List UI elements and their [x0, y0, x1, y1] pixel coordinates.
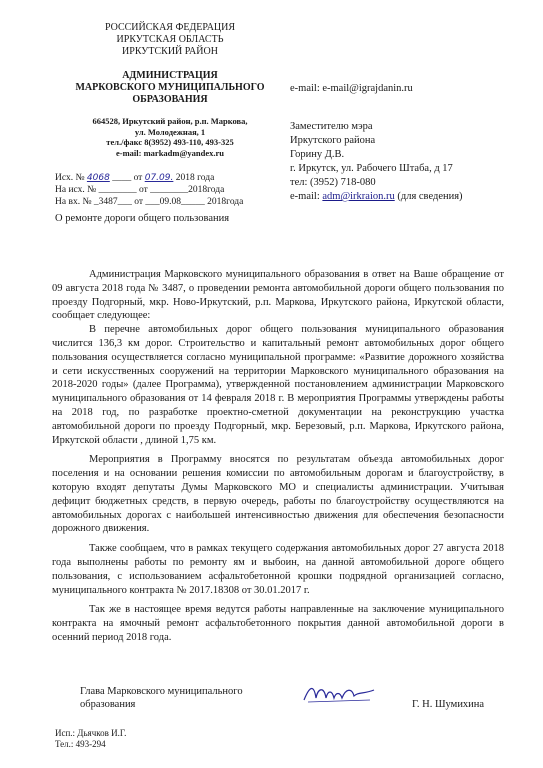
paragraph-5: Так же в настоящее время ведутся работы направленные на заключение муниципального контракта на ямочный ремонт асфальтобетонного покрытия данной автомобильной дороги в осенний период 2018 года.	[52, 604, 504, 643]
recipient-district: Иркутского района	[290, 135, 376, 146]
org-name-line3: ОБРАЗОВАНИЯ	[132, 94, 208, 105]
signatory-title: Глава Марковского муниципального образования	[80, 686, 243, 710]
recipient-name: Горину Д.В.	[290, 149, 345, 160]
incoming-number-line: На вх. № _3487___ от ___09.08_____ 2018года	[55, 197, 244, 207]
outgoing-date: 07.09.	[144, 173, 174, 183]
outgoing-number-line: Исх. № 4068 ____ от 07.09. 2018 года	[55, 173, 215, 183]
recipient-address: г. Иркутск, ул. Рабочего Штаба, д 17	[290, 163, 453, 174]
reply-to-number-line: На исх. № ________ от ________2018года	[55, 185, 225, 195]
subject: О ремонте дороги общего пользования	[55, 213, 230, 224]
executor-phone: Тел.: 493-294	[55, 739, 106, 749]
recipient-block	[290, 120, 463, 204]
handwritten-signature	[300, 680, 380, 710]
paragraph-4: Также сообщаем, что в рамках текущего содержания автомобильных дорог 27 августа 2018 года выполнены работы по ремонту ям и выбоин, на данной автомобильной дороге общего пользования, с использованием асфальтобетонной крошки подрядной организацией согласно, муниципального контракта № 2017.18308 от 30.01.2017 г.	[52, 543, 504, 596]
org-name-line1: АДМИНИСТРАЦИЯ	[122, 70, 218, 81]
recipient-email-line: e-mail: adm@irkraion.ru (для сведения)	[290, 191, 463, 202]
signatory-name: Г. Н. Шумихина	[412, 699, 485, 710]
outgoing-number: 4068	[86, 173, 110, 183]
executor-name: Исп.: Дьячков И.Г.	[55, 728, 127, 738]
address-line2: ул. Молодежная, 1	[134, 126, 206, 137]
phone-line: тел./факс 8(3952) 493-110, 493-325	[106, 137, 234, 147]
sender-email: e-mail: markadm@yandex.ru	[115, 147, 224, 158]
letterhead	[55, 22, 285, 158]
recipient-position: Заместителю мэра	[290, 121, 373, 132]
paragraph-1: Администрация Марковского муниципального образования в ответ на Ваше обращение от 09 августа 2018 года № 3487, о проведении ремонта автомобильной дороги общего пользования по проезду Подгорный, мкр. Ново-Иркутский, р.п. Маркова, Иркутского района, Иркутской области, сообщает следующее:	[52, 269, 504, 322]
recipient-phone: тел: (3952) 718-080	[290, 177, 376, 188]
org-name-line2: МАРКОВСКОГО МУНИЦИПАЛЬНОГО	[75, 82, 265, 93]
paragraph-3: Мероприятия в Программу вносятся по результатам объезда автомобильных дорог поселения и на основании решения комиссии по автомобильным дорогам и благоустройству, в которую входят депутаты Думы Марковского МО и специалисты администрации. Учитывая дефицит бюджетных средств, в первую очередь, работы по благоустройству осуществляются на автомобильных дорогах с наибольшей интенсивностью движения для обеспечения безопасности дорожного движения.	[52, 454, 504, 535]
recipient-top-email: e-mail: e-mail@igrajdanin.ru	[290, 83, 413, 94]
region-line: ИРКУТСКАЯ ОБЛАСТЬ	[116, 34, 224, 45]
address-line1: 664528, Иркутский район, р.п. Маркова,	[92, 116, 248, 126]
paragraph-2: В перечне автомобильных дорог общего пользования муниципального образования числится 136,3 км дорог. Строительство и капитальный ремонт автомобильных дорог общего пользования осуществляется согласно муниципальной программе: «Развитие дорожного хозяйства и сети искусственных сооружений на территории Марковского муниципального образования на 2018-2020 годы» (далее Программа), утвержденной постановлением администрации Марковского муниципального образования от 14 февраля 2018 г. В мероприятия Программы утверждены работы на 2018 год, по разработке проектно-сметной документации на реконструкцию участка автомобильной дороги по проезду Подгорный, мкр. Березовый, р.п. Маркова, Иркутского района, Иркутской области , длиной 1,75 км.	[52, 324, 504, 446]
executor-block	[55, 728, 126, 750]
district-line: ИРКУТСКИЙ РАЙОН	[122, 46, 218, 57]
letter-body	[52, 268, 504, 645]
country-line: РОССИЙСКАЯ ФЕДЕРАЦИЯ	[104, 22, 236, 33]
recipient-email-link[interactable]: adm@irkraion.ru	[322, 191, 395, 202]
